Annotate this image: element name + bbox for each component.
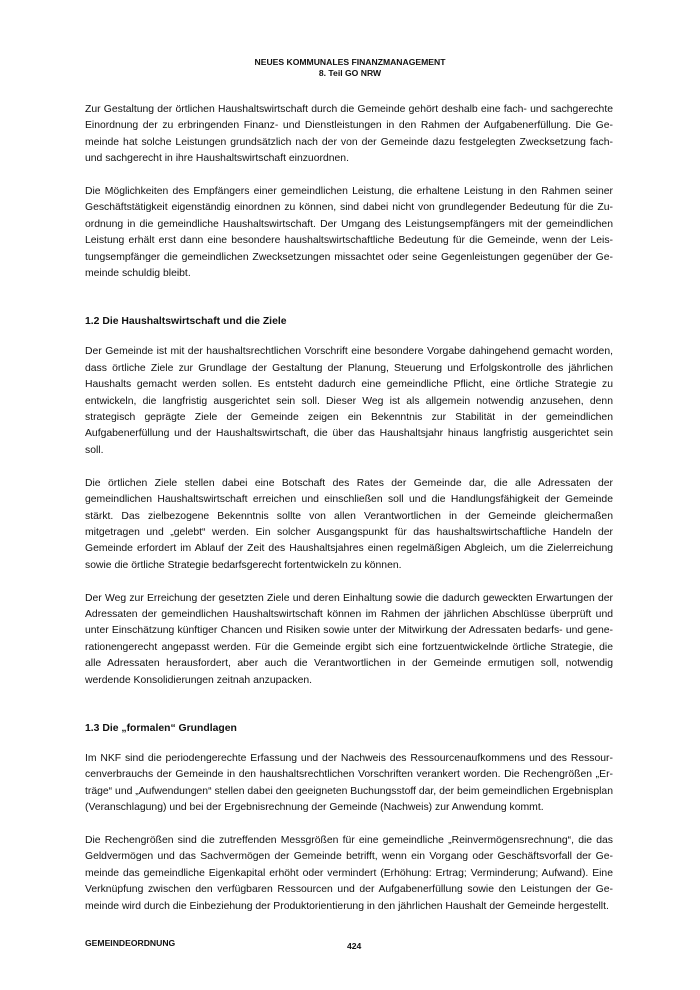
paragraph: Der Weg zur Erreichung der gesetzten Ziele und deren Einhaltung sowie die dadurch geweckten Erwartungen der Adressaten der gemeindlichen Haushaltswirtschaft können im Rahmen der jährlichen Abschlüsse überprüft und unter Einschätzung künftiger Chancen und Risiken sowie unter der Mitwirkung der Adressaten bedarfs- und generationengerecht angepasst werden. Für die Gemeinde ergibt sich eine fortzuentwickelnde örtliche Strategie, die alle Adressaten herausfordert, aber auch die Verantwortlichen in der Gemeinde ermutigen soll, notwendig werdende Konsolidierungen zeitnah anzupacken. [85, 592, 613, 686]
footer-label: GEMEINDEORDNUNG [85, 938, 176, 948]
paragraph: Die Rechengrößen sind die zutreffenden Messgrößen für eine gemeindliche „Reinvermögensrechnung“, die das Geldvermögen und das Sachvermögen der Gemeinde betrifft, wenn ein Vorgang oder Geschäftsvorfall der Gemeinde das gemeindliche Eigenkapital erhöht oder vermindert (Erhöhung: Ertrag; Verminderung; Aufwand). Eine Verknüpfung zwischen den verfügbaren Ressourcen und der Aufgabenerfüllung sowie den Leistungen der Gemeinde wird durch die Einbeziehung der Produktorientierung in den jährlichen Haushalt der Gemeinde hergestellt. [85, 834, 613, 912]
paragraph: Die örtlichen Ziele stellen dabei eine Botschaft des Rates der Gemeinde dar, die alle Adressaten der gemeindlichen Haushaltswirtschaft erreichen und einschließen soll und die Handlungsfähigkeit der Gemeinde stärkt. Das zielbezogene Bekenntnis sollte von allen Verantwortlichen in der Gemeinde gleichermaßen mitgetragen und „gelebt“ werden. Ein solcher Ausgangspunkt für das haushaltswirtschaftliche Handeln der Gemeinde erfordert im Ablauf der Zeit des Haushaltsjahres einen regelmäßigen Abgleich, um die Zielerreichung sowie die örtliche Strategie bedarfsgerecht fortentwickeln zu können. [85, 477, 613, 571]
header-title: NEUES KOMMUNALES FINANZMANAGEMENT [254, 57, 446, 67]
paragraph: Der Gemeinde ist mit der haushaltsrechtlichen Vorschrift eine besondere Vorgabe dahingehend gemacht worden, dass örtliche Ziele zur Grundlage der Gestaltung der Planung, Steuerung und Erfolgskontrolle des jährlichen Haushalts gemacht werden sollen. Es entsteht dadurch eine gemeindliche Pflicht, eine örtliche Strategie zu entwickeln, die langfristig ausgerichtet sein soll. Dieser Weg ist als allgemein notwendig anzusehen, denn strategisch geprägte Ziele der Gemeinde zeigen ein Bekenntnis zur Stabilität in der gemeindlichen Aufgabenerfüllung und der Haushaltswirtschaft, die über das Haushaltsjahr hinaus langfristig ausgerichtet sein soll. [85, 346, 613, 456]
page-number: 424 [347, 941, 362, 951]
paragraph: Zur Gestaltung der örtlichen Haushaltswirtschaft durch die Gemeinde gehört deshalb eine fach- und sachgerechte Einordnung der zu erbringenden Finanz- und Dienstleistungen in den Rahmen der Aufgabenerfüllung. Die Gemeinde hat solche Leistungen grundsätzlich nach der von der Gemeinde dazu festgelegten Zwecksetzung fach- und sachgerecht in ihre Haushaltswirtschaft einzuordnen. [85, 104, 613, 165]
header-subtitle: 8. Teil GO NRW [318, 67, 382, 78]
document-body [85, 102, 613, 931]
paragraph: Die Möglichkeiten des Empfängers einer gemeindlichen Leistung, die erhaltene Leistung in den Rahmen seiner Geschäftstätigkeit eigenständig einordnen zu können, sind dabei nicht von grundlegender Bedeutung für die Zuordnung in die gemeindliche Haushaltswirtschaft. Der Umgang des Leistungsempfängers mit der gemeindlichen Leistung erhält erst dann eine besondere haushaltswirtschaftliche Bedeutung für die Gemeinde, wenn der Leistungsempfänger die gemeindlichen Zwecksetzungen missachtet oder seine Gegenleistungen gegenüber der Gemeinde schuldig bleibt. [85, 186, 613, 280]
page-header [0, 57, 700, 78]
section-heading-1-3: 1.3 Die „formalen“ Grundlagen [85, 722, 237, 734]
section-heading-1-2: 1.2 Die Haushaltswirtschaft und die Ziele [85, 316, 287, 328]
paragraph: Im NKF sind die periodengerechte Erfassung und der Nachweis des Ressourcenaufkommens und des Ressourcenverbrauchs der Gemeinde in den haushaltsrechtlichen Vorschriften verankert worden. Die Rechengrößen „Erträge“ und „Aufwendungen“ stellen dabei den geeigneten Buchungsstoff dar, der beim gemeindlichen Ergebnisplan (Veranschlagung) und bei der Ergebnisrechnung der Gemeinde (Nachweis) zur Anwendung kommt. [85, 752, 613, 814]
